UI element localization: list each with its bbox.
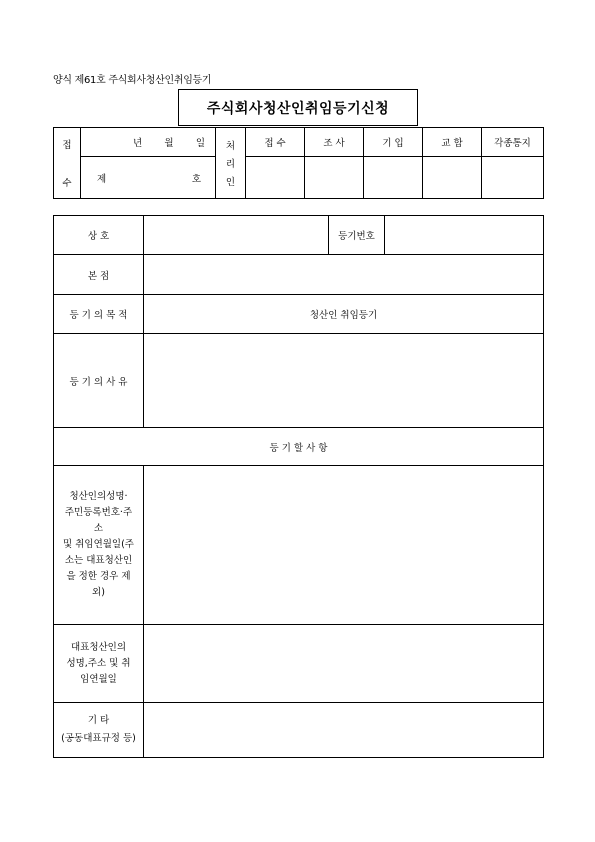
receipt-char-2: 수 [62, 178, 72, 189]
receipt-date-cell[interactable] [81, 128, 216, 157]
reason-label: 등 기 의 사 유 [54, 334, 144, 428]
day-label: 일 [195, 138, 205, 149]
other-label [54, 703, 144, 758]
rep-liquidator-label-line: 성명,주소 및 취 [66, 657, 131, 669]
rep-liquidator-label-line: 임연월일 [80, 673, 117, 685]
processing-char-2: 리 [225, 159, 236, 170]
liquidator-label-line: 을 정한 경우 제 [66, 571, 131, 582]
liquidator-label-line: 주민등록번호·주 [64, 507, 133, 518]
receipt-number-cell[interactable] [81, 157, 216, 199]
purpose-value: 청산인 취임등기 [144, 295, 544, 334]
entry-stamp-cell[interactable] [364, 157, 423, 199]
trade-name-label: 상 호 [54, 216, 144, 255]
other-label-line: 기 타 [87, 715, 110, 726]
liquidator-field[interactable] [144, 466, 544, 625]
number-prefix-label: 제 [97, 173, 107, 185]
trade-name-field[interactable] [144, 216, 329, 255]
col-receipt: 접 수 [246, 128, 305, 157]
col-notices: 각종통지 [482, 128, 544, 157]
other-field[interactable] [144, 703, 544, 758]
liquidator-label [54, 466, 144, 625]
number-suffix-label: 호 [191, 173, 201, 185]
form-title: 주식회사청산인취임등기신청 [178, 89, 418, 126]
liquidator-label-line: 소 [93, 523, 104, 534]
purpose-label: 등 기 의 목 적 [54, 295, 144, 334]
rep-liquidator-label [54, 625, 144, 703]
rep-liquidator-label-line: 대표청산인의 [70, 641, 127, 653]
registration-number-field[interactable] [385, 216, 544, 255]
receipt-vertical-label [54, 128, 81, 199]
processing-char-3: 인 [225, 177, 236, 188]
matters-header: 등 기 할 사 항 [54, 428, 544, 466]
liquidator-label-line: 소는 대표청산인 [64, 555, 133, 566]
head-office-label: 본 점 [54, 255, 144, 295]
liquidator-label-line: 및 취임연월일(주 [63, 539, 134, 550]
processing-char-1: 처 [225, 141, 236, 152]
other-label-line: (공동대표규정 등) [61, 733, 136, 744]
year-label: 년 [133, 138, 143, 149]
head-office-field[interactable] [144, 255, 544, 295]
receipt-stamp-cell[interactable] [246, 157, 305, 199]
review-stamp-cell[interactable] [305, 157, 364, 199]
application-table [53, 215, 544, 758]
liquidator-label-line: 외) [92, 587, 105, 598]
form-number-label: 양식 제61호 주식회사청산인취임등기 [53, 75, 212, 86]
receipt-table [53, 127, 544, 199]
liquidator-label-line: 청산인의성명· [69, 491, 128, 502]
processing-vertical-label [216, 128, 246, 199]
reason-field[interactable] [144, 334, 544, 428]
notices-stamp-cell[interactable] [482, 157, 544, 199]
verification-stamp-cell[interactable] [423, 157, 482, 199]
month-label: 월 [164, 138, 174, 149]
rep-liquidator-field[interactable] [144, 625, 544, 703]
receipt-char-1: 접 [62, 140, 72, 151]
registration-number-label: 등기번호 [329, 216, 385, 255]
col-verification: 교 합 [423, 128, 482, 157]
col-review: 조 사 [305, 128, 364, 157]
col-entry: 기 입 [364, 128, 423, 157]
